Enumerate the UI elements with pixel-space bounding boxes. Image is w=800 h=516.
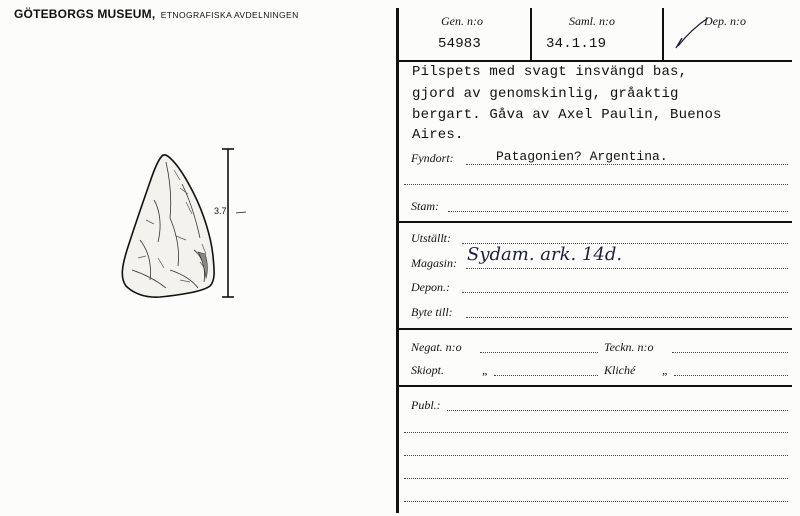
- fyndort-line: [466, 164, 788, 165]
- measurement-label: 3.7: [214, 206, 227, 216]
- gen-number-label: Gen. n:o: [441, 14, 483, 28]
- skiopt-line: [494, 375, 598, 376]
- dotted-line: [404, 184, 788, 185]
- description-line: bergart. Gåva av Axel Paulin, Buenos: [412, 107, 722, 123]
- dep-number-label: Dep. n:o: [704, 14, 746, 28]
- skiopt-label: Skiopt.: [411, 363, 444, 377]
- utstallt-label: Utställt:: [411, 231, 452, 245]
- magasin-line: [466, 268, 788, 269]
- arrowhead-drawing: [110, 140, 250, 310]
- kliche-ditto: „: [662, 363, 669, 377]
- publ-label: Publ.:: [411, 398, 441, 412]
- publ-line: [447, 410, 788, 411]
- checkmark-icon: [672, 16, 712, 52]
- gen-number-value: 54983: [438, 36, 482, 52]
- description-line: Aires.: [412, 127, 464, 143]
- header-bottom-rule: [398, 60, 792, 62]
- skiopt-ditto: „: [482, 363, 489, 377]
- fyndort-label: Fyndort:: [411, 151, 454, 165]
- saml-number-value: 34.1.19: [546, 36, 607, 52]
- stam-label: Stam:: [411, 199, 439, 213]
- museum-department: ETNOGRAFISKA AVDELNINGEN: [160, 10, 299, 20]
- magasin-handwritten-value: Sydam. ark. 14d.: [467, 244, 623, 265]
- kliche-line: [674, 375, 788, 376]
- byte-line: [466, 317, 788, 318]
- museum-header: [14, 7, 299, 21]
- magasin-label: Magasin:: [411, 256, 457, 270]
- header-divider: [530, 8, 532, 60]
- fyndort-value: Patagonien? Argentina.: [496, 149, 668, 164]
- byte-label: Byte till:: [411, 305, 453, 319]
- section-rule: [398, 328, 792, 330]
- stam-line: [448, 211, 788, 212]
- negat-label: Negat. n:o: [411, 340, 462, 354]
- dotted-line: [404, 478, 788, 479]
- teckn-label: Teckn. n:o: [604, 340, 654, 354]
- section-rule: [398, 385, 792, 387]
- header-divider: [662, 8, 664, 60]
- teckn-line: [672, 352, 788, 353]
- depon-line: [462, 292, 788, 293]
- dotted-line: [404, 432, 788, 433]
- museum-name: GÖTEBORGS MUSEUM,: [14, 7, 156, 21]
- description-line: Pilspets med svagt insvängd bas,: [412, 64, 688, 80]
- dotted-line: [404, 455, 788, 456]
- dotted-line: [404, 501, 788, 502]
- kliche-label: Kliché: [604, 363, 636, 377]
- negat-line: [480, 352, 598, 353]
- description-line: gjord av genomskinlig, gråaktig: [412, 86, 679, 102]
- card-left-border: [396, 8, 399, 513]
- section-rule: [398, 221, 792, 223]
- saml-number-label: Saml. n:o: [569, 14, 615, 28]
- depon-label: Depon.:: [411, 280, 450, 294]
